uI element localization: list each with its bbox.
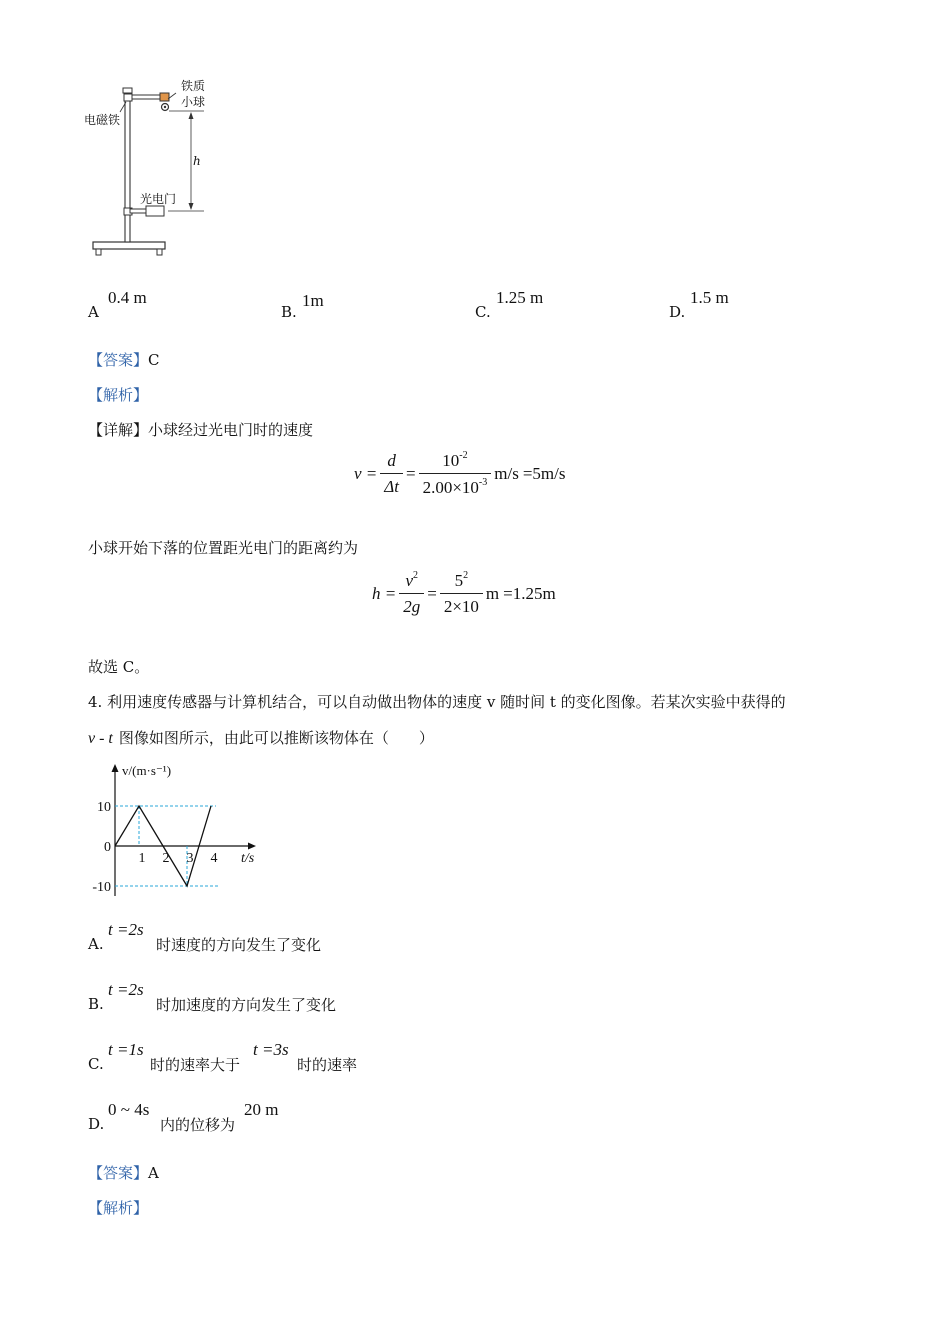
q3-equation-height: [372, 570, 556, 617]
eq2-fraction-v2-2g: [399, 570, 424, 617]
eq1-unit: m/s: [494, 464, 519, 483]
label-iron-ball-2: 小球: [181, 95, 206, 109]
y-tick-label-10: 10: [97, 800, 111, 815]
q3-option-a-value: 0.4 m: [108, 288, 147, 307]
q4-option-a-text: 时速度的方向发生了变化: [156, 936, 322, 954]
y-tick-label--10: -10: [92, 880, 111, 895]
vt-chart: [80, 758, 280, 908]
q4-option-b-letter: B.: [88, 995, 104, 1013]
q4-option-a-math: t =2s: [108, 920, 144, 939]
y-axis-arrow: [112, 764, 119, 772]
q4-option-c-letter: C.: [88, 1055, 104, 1073]
q4-option-b-math: t =2s: [108, 980, 144, 999]
q3-option-b-value: 1m: [302, 291, 324, 310]
eq2-f1-num-exp: 2: [413, 570, 418, 581]
label-iron-ball-1: 铁质: [181, 79, 206, 93]
eq2-f2-num: [451, 570, 473, 593]
q4-option-c-math2: t =3s: [253, 1040, 289, 1059]
eq2-f2-num-exp: 2: [463, 570, 469, 581]
x-axis-arrow: [248, 843, 256, 850]
q3-conclusion: 故选 C。: [88, 658, 150, 676]
y-axis-label: v/(m·s⁻¹): [122, 763, 172, 778]
eq1-f1-den: Δt: [380, 473, 403, 497]
q4-option-a-letter: A.: [88, 935, 104, 953]
q4-option-c-math: t =1s: [108, 1040, 144, 1059]
q3-option-c-value: 1.25 m: [496, 288, 544, 307]
q3-answer-tag: 【答案】: [88, 351, 149, 369]
q3-answer-line: [88, 350, 160, 370]
q4-option-c-text: 时的速率大于: [150, 1056, 241, 1074]
q4-analysis-tag: 【解析】: [88, 1199, 149, 1217]
x-tick-label-3: 3: [186, 851, 194, 866]
eq2-f1-num-base: v: [405, 571, 413, 590]
q3-analysis-tag: 【解析】: [88, 386, 149, 404]
eq1-f2-num-base: 10: [442, 451, 460, 470]
q4-stem-line2: [88, 728, 434, 749]
q4-vt-math: v - t: [88, 730, 113, 747]
eq2-unit: m: [485, 583, 500, 603]
q3-detail-tag: 【详解】: [88, 421, 149, 439]
eq1-f2-den-base: 2.00×10: [422, 478, 479, 497]
x-tick-label-4: 4: [210, 851, 218, 866]
q4-option-b-text: 时加速度的方向发生了变化: [156, 996, 337, 1014]
eq1-f2-num: [438, 450, 471, 473]
eq1-result: =5m/s: [522, 464, 566, 483]
q4-option-d-text: 内的位移为: [160, 1116, 236, 1134]
eq1-f2-den-exp: -3: [478, 477, 488, 488]
q3-option-b-letter: B.: [281, 303, 297, 321]
q3-option-d-value: 1.5 m: [690, 288, 729, 307]
q3-option-a-letter: A: [88, 303, 99, 321]
eq1-lhs: v =: [354, 464, 378, 483]
eq2-lhs: h =: [372, 583, 397, 603]
eq2-f1-num: [401, 570, 422, 593]
eq1-fraction-d-dt: [380, 451, 403, 497]
q4-answer-value: A: [148, 1164, 159, 1182]
eq2-f1-den: 2g: [399, 593, 424, 617]
eq1-f2-num-exp: -2: [459, 450, 468, 461]
q3-option-d-letter: D.: [669, 303, 686, 321]
y-tick-label-0: 0: [104, 840, 111, 855]
q3-detail-line: [88, 420, 313, 440]
label-electromagnet: 电磁铁: [84, 113, 121, 127]
eq1-f2-den: [419, 473, 492, 498]
q3-answer-value: C: [148, 351, 160, 369]
label-height-h: h: [193, 154, 201, 168]
eq1-equals: =: [405, 464, 416, 483]
q4-answer-line: [88, 1163, 159, 1183]
label-photogate: 光电门: [140, 192, 177, 206]
q4-option-d-letter: D.: [88, 1115, 105, 1133]
q4-option-d-math2: 20 m: [244, 1100, 279, 1119]
q4-stem-line1: 4. 利用速度传感器与计算机结合，可以自动做出物体的速度 v 随时间 t 的变化图像。若某次实验中获得的: [88, 693, 786, 711]
eq2-fraction-values: [440, 570, 483, 617]
apparatus-figure: [80, 70, 230, 265]
q3-mid-text: 小球开始下落的位置距光电门的距离约为: [88, 539, 359, 557]
q4-option-c-text2: 时的速率: [297, 1056, 358, 1074]
eq2-f2-den: 2×10: [440, 593, 483, 617]
eq1-f1-num: d: [387, 451, 396, 470]
q3-option-c-letter: C.: [475, 303, 491, 321]
q3-detail-text: 小球经过光电门时的速度: [148, 421, 314, 439]
x-tick-label-1: 1: [138, 851, 146, 866]
q4-option-d-math: 0 ~ 4s: [108, 1100, 150, 1119]
q3-equation-velocity: [354, 450, 565, 498]
x-tick-label-2: 2: [162, 851, 170, 866]
eq2-equals: =: [427, 583, 437, 603]
x-axis-label: t/s: [241, 851, 255, 866]
eq2-result: =1.25m: [503, 583, 556, 603]
q4-stem-line2-text: 图像如图所示，由此可以推断该物体在（ ）: [118, 729, 434, 747]
q4-answer-tag: 【答案】: [88, 1164, 149, 1182]
eq2-f2-num-base: 5: [454, 571, 464, 590]
eq1-fraction-values: [419, 450, 492, 498]
